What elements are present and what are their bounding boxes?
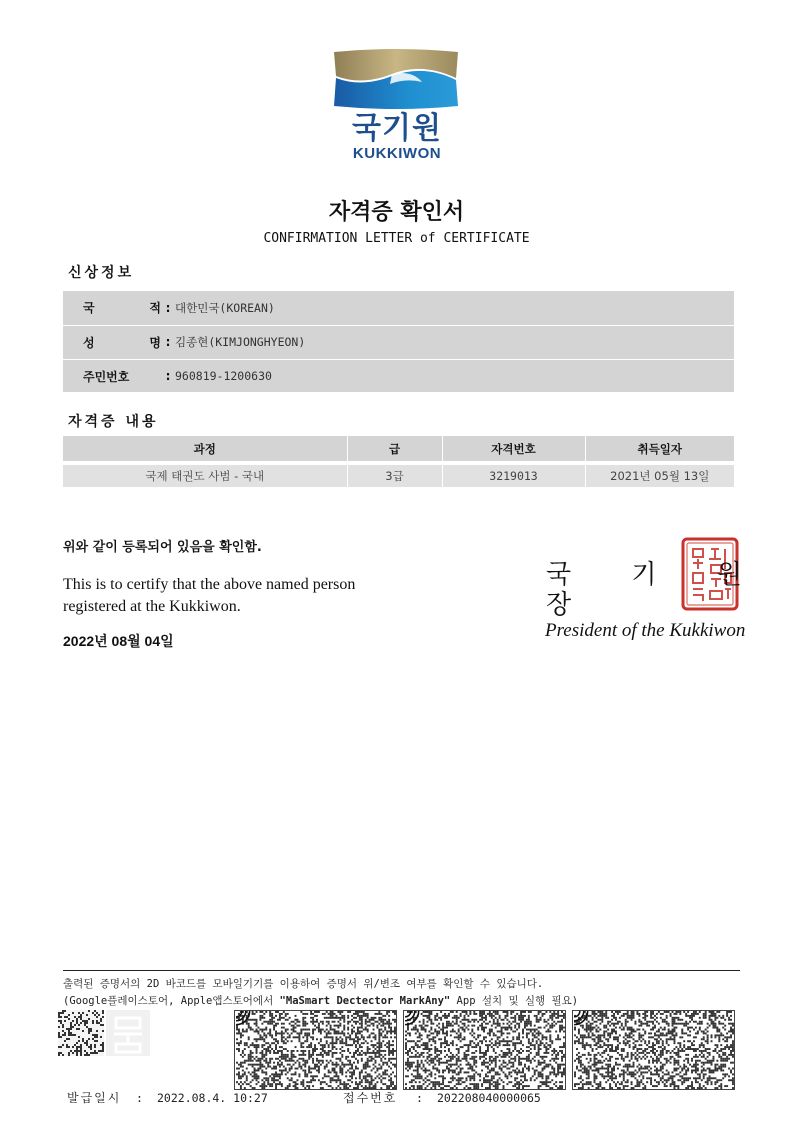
column-header: 급 <box>347 436 442 461</box>
issue-date: 2022년 08월 04일 <box>63 633 174 649</box>
label-part: 주민번호 <box>83 369 130 384</box>
label-part: 적 <box>149 301 161 315</box>
info-row-nationality <box>63 291 734 324</box>
confirmation-korean: 위와 같이 등록되어 있음을 확인함. <box>63 540 262 555</box>
certificate-number-cell: 3219013 <box>442 465 585 487</box>
faded-watermark-mark <box>106 1010 150 1056</box>
footer-divider <box>63 970 740 971</box>
kukkiwon-logo-emblem <box>332 48 460 110</box>
nationality-value: 대한민국(KOREAN) <box>175 300 275 315</box>
2d-barcode <box>403 1010 566 1090</box>
name-value: 김종현(KIMJONGHYEON) <box>175 335 306 349</box>
footer-notice-suffix: App 설치 및 실행 필요) <box>450 995 579 1007</box>
issued-datetime-label: 발급일시 <box>67 1091 122 1105</box>
label-part: 명 <box>149 335 161 350</box>
certificate-heading: 자격증 내용 <box>68 414 159 430</box>
document-title: 자격증 확인서 <box>328 200 465 225</box>
table-header-row <box>63 436 734 461</box>
issued-colon: : <box>136 1091 143 1105</box>
confirmation-english-line1: This is to certify that the above named person <box>63 576 356 593</box>
receipt-colon: : <box>416 1091 423 1105</box>
footer-notice-line2 <box>63 993 578 1009</box>
app-name: "MaSmart Dectector MarkAny" <box>279 995 451 1007</box>
course-cell: 국제 태권도 사범 - 국내 <box>63 465 347 487</box>
footer-notice-line1: 출력된 증명서의 2D 바코드를 모바일기기를 이용하여 증명서 위/변조 여부를 확인할 수 있습니다. <box>63 978 544 990</box>
info-label <box>63 299 161 316</box>
info-label <box>63 368 161 385</box>
small-2d-barcode <box>58 1010 104 1056</box>
footer-notice-prefix: (Google플레이스토어, Apple앱스토어에서 <box>63 995 280 1007</box>
president-title-english: President of the Kukkiwon <box>545 620 746 641</box>
2d-barcode <box>234 1010 397 1090</box>
info-colon: : <box>165 300 171 315</box>
label-part: 국 <box>83 301 95 315</box>
personal-info-heading: 신상정보 <box>68 265 135 281</box>
document-subtitle: CONFIRMATION LETTER of CERTIFICATE <box>263 231 530 246</box>
column-header: 과정 <box>63 436 347 461</box>
confirmation-english-line2: registered at the Kukkiwon. <box>63 598 241 615</box>
2d-barcode <box>572 1010 735 1090</box>
label-part: 성 <box>83 335 95 350</box>
info-colon: : <box>165 335 171 349</box>
column-header: 취득일자 <box>585 436 734 461</box>
receipt-number-label: 접수번호 <box>343 1091 398 1105</box>
resident-number-value: 960819-1200630 <box>175 369 272 383</box>
personal-info-box <box>63 291 734 392</box>
acquisition-date-cell: 2021년 05월 13일 <box>585 465 734 487</box>
issued-datetime-value: 2022.08.4. 10:27 <box>157 1091 268 1105</box>
logo-name-english: KUKKIWON <box>352 145 442 162</box>
receipt-number-value: 202208040000065 <box>437 1091 541 1105</box>
info-row-name <box>63 325 734 358</box>
info-label <box>63 334 161 351</box>
president-title-korean: 국 기 원 장 <box>546 560 768 620</box>
column-header: 자격번호 <box>442 436 585 461</box>
table-row <box>63 465 734 487</box>
logo-name-korean: 국기원 <box>352 111 442 146</box>
info-colon: : <box>165 369 171 383</box>
info-row-resident-number <box>63 359 734 392</box>
certificate-table <box>63 436 734 487</box>
grade-cell: 3급 <box>347 465 442 487</box>
